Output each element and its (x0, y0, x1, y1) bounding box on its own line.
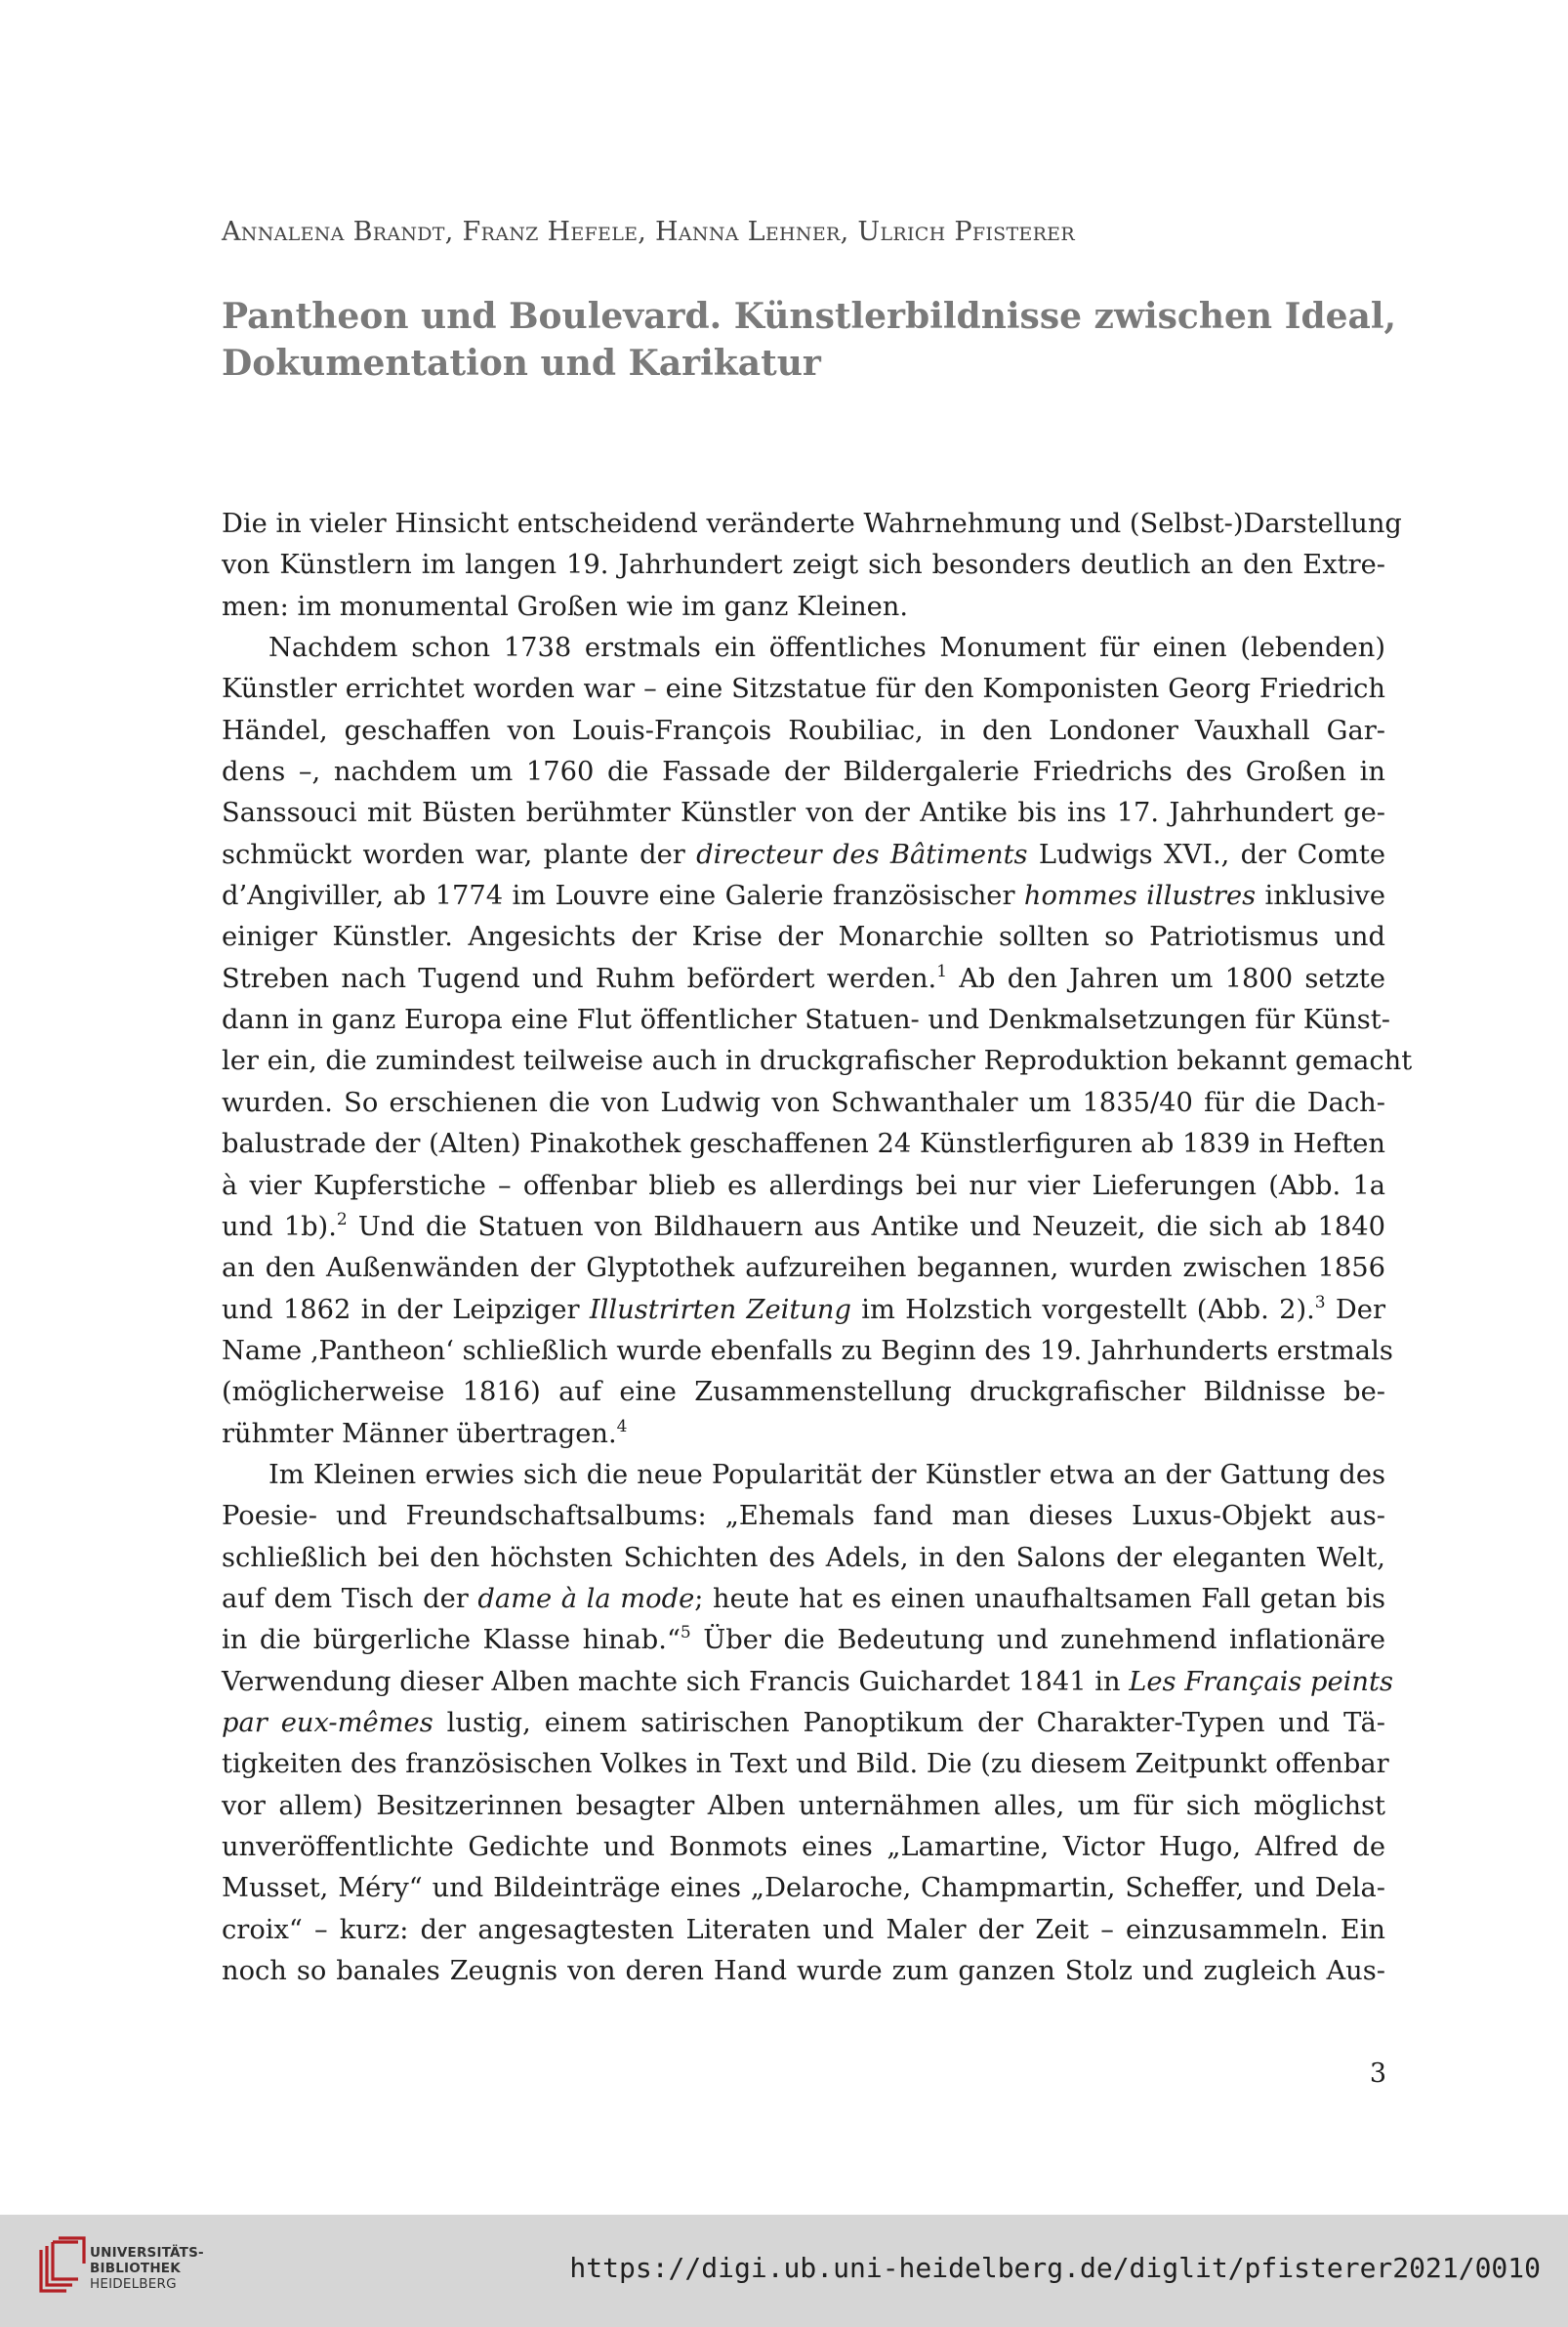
body-line-text: dens –, nachdem um 1760 die Fassade der Bildergalerie Friedrichs des Großen in (222, 757, 1385, 788)
body-line (222, 1083, 1385, 1124)
body-line-text: Der (1325, 1294, 1386, 1325)
body-line (222, 1703, 1385, 1744)
body-line (222, 1414, 1385, 1455)
body-line (222, 628, 1385, 669)
body-line-text: unveröffentlichte Gedichte und Bonmots eines „Lamartine, Victor Hugo, Alfred de (222, 1832, 1385, 1862)
body-line-text: Name ‚Pantheon‘ schließlich wurde ebenfalls zu Beginn des 19. Jahrhunderts erstmals (222, 1335, 1393, 1366)
body-line (222, 1786, 1385, 1827)
body-line (222, 1248, 1385, 1289)
body-line-text: an den Außenwänden der Glyptothek aufzureihen begannen, wurden zwischen 1856 (222, 1253, 1385, 1284)
body-line-text: Sanssouci mit Büsten berühmter Künstler von der Antike bis ins 17. Jahrhundert ge- (222, 798, 1385, 829)
body-line-text: rühmter Männer übertragen. (222, 1418, 617, 1449)
body-line-text: schmückt worden war, plante der (222, 839, 697, 870)
library-name-line-3: HEIDELBERG (90, 2276, 177, 2292)
body-line-text: schließlich bei den höchsten Schichten des Adels, in den Salons der eleganten Welt, (222, 1542, 1385, 1573)
body-line (222, 1910, 1385, 1951)
permalink-url[interactable]: https://digi.ub.uni-heidelberg.de/diglit/pfisterer2021/0010 (569, 2252, 1541, 2284)
body-line (222, 959, 1385, 1000)
body-line-text: Verwendung dieser Alben machte sich Francis Guichardet 1841 in (222, 1666, 1130, 1697)
body-line-text: d’Angiviller, ab 1774 im Louvre eine Galerie französischer (222, 881, 1024, 912)
body-line-text: Ab den Jahren um 1800 setzte (947, 963, 1385, 994)
body-line (222, 545, 1385, 586)
footnote-marker: 1 (936, 961, 948, 981)
body-line-text: à vier Kupferstiche – offenbar blieb es allerdings bei nur vier Lieferungen (Abb. 1a (222, 1170, 1385, 1201)
body-line (222, 1041, 1413, 1082)
body-line-text: Künstler errichtet worden war – eine Sitzstatue für den Komponisten Georg Friedrich (222, 674, 1385, 705)
body-line-text: und 1862 in der Leipziger (222, 1294, 590, 1325)
library-name-line-2: BIBLIOTHEK (90, 2261, 181, 2276)
body-line-text: dann in ganz Europa eine Flut öffentlicher Statuen- und Denkmalsetzungen für Künst- (222, 1005, 1390, 1036)
body-line (222, 1496, 1385, 1537)
footnote-marker: 4 (616, 1416, 628, 1436)
body-line (222, 1868, 1385, 1909)
body-line-text: in die bürgerliche Klasse hinab.“ (222, 1625, 681, 1656)
body-line (222, 917, 1385, 958)
body-line-text: Und die Statuen von Bildhauern aus Antike und Neuzeit, die sich ab 1840 (347, 1211, 1385, 1242)
body-line (222, 1455, 1385, 1496)
body-line-text: wurden. So erschienen die von Ludwig von Schwanthaler um 1835/40 für die Dach- (222, 1087, 1385, 1118)
body-line (222, 1620, 1385, 1661)
body-line-text: lustig, einem satirischen Panoptikum der Charakter-Typen und Tä- (433, 1707, 1385, 1738)
body-line-text: inklusive (1256, 881, 1385, 912)
body-line-text: Händel, geschaffen von Louis-François Roubiliac, in den Londoner Vauxhall Gar- (222, 715, 1385, 746)
body-line (222, 1744, 1389, 1785)
body-line-text: im Holzstich vorgestellt (Abb. 2). (850, 1294, 1315, 1325)
body-line-text: und 1b). (222, 1211, 337, 1242)
body-line-text: auf dem Tisch der (222, 1583, 478, 1614)
footnote-marker: 3 (1314, 1292, 1326, 1312)
body-line-text: ler ein, die zumindest teilweise auch in druckgrafischer Reproduktion bekannt gemacht (222, 1046, 1413, 1077)
body-line (222, 876, 1385, 917)
article-title-line-1: Pantheon und Boulevard. Künstlerbildnisse zwischen Ideal, (222, 296, 1397, 337)
body-line (222, 504, 1402, 545)
body-line (222, 1662, 1393, 1703)
article-title (222, 293, 1397, 387)
body-line (222, 1000, 1390, 1041)
body-line (222, 1166, 1385, 1207)
italic-term: par eux-mêmes (222, 1707, 433, 1738)
italic-term: dame à la mode (477, 1583, 695, 1614)
body-line (222, 587, 1385, 628)
body-line-text: balustrade der (Alten) Pinakothek geschaffenen 24 Künstlerfiguren ab 1839 in Heften (222, 1129, 1385, 1160)
article-title-line-2: Dokumentation und Karikatur (222, 343, 821, 384)
body-line-text: Streben nach Tugend und Ruhm befördert werden. (222, 963, 937, 994)
body-line-text: Über die Bedeutung und zunehmend inflationäre (690, 1625, 1385, 1656)
body-line (222, 752, 1385, 793)
library-logo-icon (37, 2234, 88, 2295)
body-line (222, 1951, 1385, 1992)
body-line-text: Poesie- und Freundschaftsalbums: „Ehemals fand man dieses Luxus-Objekt aus- (222, 1501, 1385, 1532)
body-text (222, 504, 1413, 1992)
italic-term: directeur des Bâtiments (696, 839, 1028, 870)
page-number: 3 (1369, 2058, 1386, 2089)
body-line-text: croix“ – kurz: der angesagtesten Literaten und Maler der Zeit – einzusammeln. Ein (222, 1914, 1385, 1945)
body-line (222, 1124, 1385, 1165)
body-line-text: (möglicherweise 1816) auf eine Zusammenstellung druckgrafischer Bildnisse be- (222, 1377, 1385, 1408)
body-line (222, 711, 1385, 752)
footnote-marker: 2 (336, 1209, 348, 1229)
body-line-text: noch so banales Zeugnis von deren Hand wurde zum ganzen Stolz und zugleich Aus- (222, 1956, 1385, 1987)
body-line (222, 1290, 1385, 1331)
body-line-text: einiger Künstler. Angesichts der Krise der Monarchie sollten so Patriotismus und (222, 922, 1385, 953)
body-line (222, 835, 1385, 876)
body-line-text: tigkeiten des französischen Volkes in Text und Bild. Die (zu diesem Zeitpunkt offenbar (222, 1749, 1389, 1780)
body-line (222, 1827, 1385, 1868)
footnote-marker: 5 (680, 1623, 691, 1643)
body-line-text: Ludwigs XVI., der Comte (1027, 839, 1385, 870)
library-name (90, 2245, 204, 2292)
body-line (222, 793, 1385, 834)
body-line (222, 1331, 1393, 1372)
body-line-text: men: im monumental Großen wie im ganz Kleinen. (222, 591, 909, 622)
body-line-text: Im Kleinen erwies sich die neue Popularität der Künstler etwa an der Gattung des (268, 1459, 1385, 1490)
body-line (222, 1207, 1385, 1248)
body-line (222, 669, 1385, 710)
body-line (222, 1579, 1385, 1620)
body-line-text: Die in vieler Hinsicht entscheidend veränderte Wahrnehmung und (Selbst-)Darstellung (222, 509, 1402, 539)
body-line-text: Nachdem schon 1738 erstmals ein öffentliches Monument für einen (lebenden) (268, 633, 1385, 664)
footer-bar (0, 2215, 1568, 2327)
body-line-text: vor allem) Besitzerinnen besagter Alben unternähmen alles, um für sich möglichst (222, 1790, 1385, 1821)
body-line-text: Musset, Méry“ und Bildeinträge eines „Delaroche, Champmartin, Scheffer, und Dela- (222, 1873, 1385, 1904)
body-line-text: ; heute hat es einen unaufhaltsamen Fall getan bis (694, 1583, 1386, 1614)
body-line-text: von Künstlern im langen 19. Jahrhundert zeigt sich besonders deutlich an den Extre- (222, 550, 1385, 581)
library-name-line-1: UNIVERSITÄTS- (90, 2245, 204, 2261)
italic-term: Illustrirten Zeitung (589, 1294, 851, 1325)
author-line: Annalena Brandt, Franz Hefele, Hanna Lehner, Ulrich Pfisterer (222, 217, 1075, 247)
italic-term: Les Français peints (1129, 1666, 1393, 1697)
body-line (222, 1372, 1385, 1413)
body-line (222, 1538, 1385, 1579)
italic-term: hommes illustres (1023, 881, 1257, 912)
